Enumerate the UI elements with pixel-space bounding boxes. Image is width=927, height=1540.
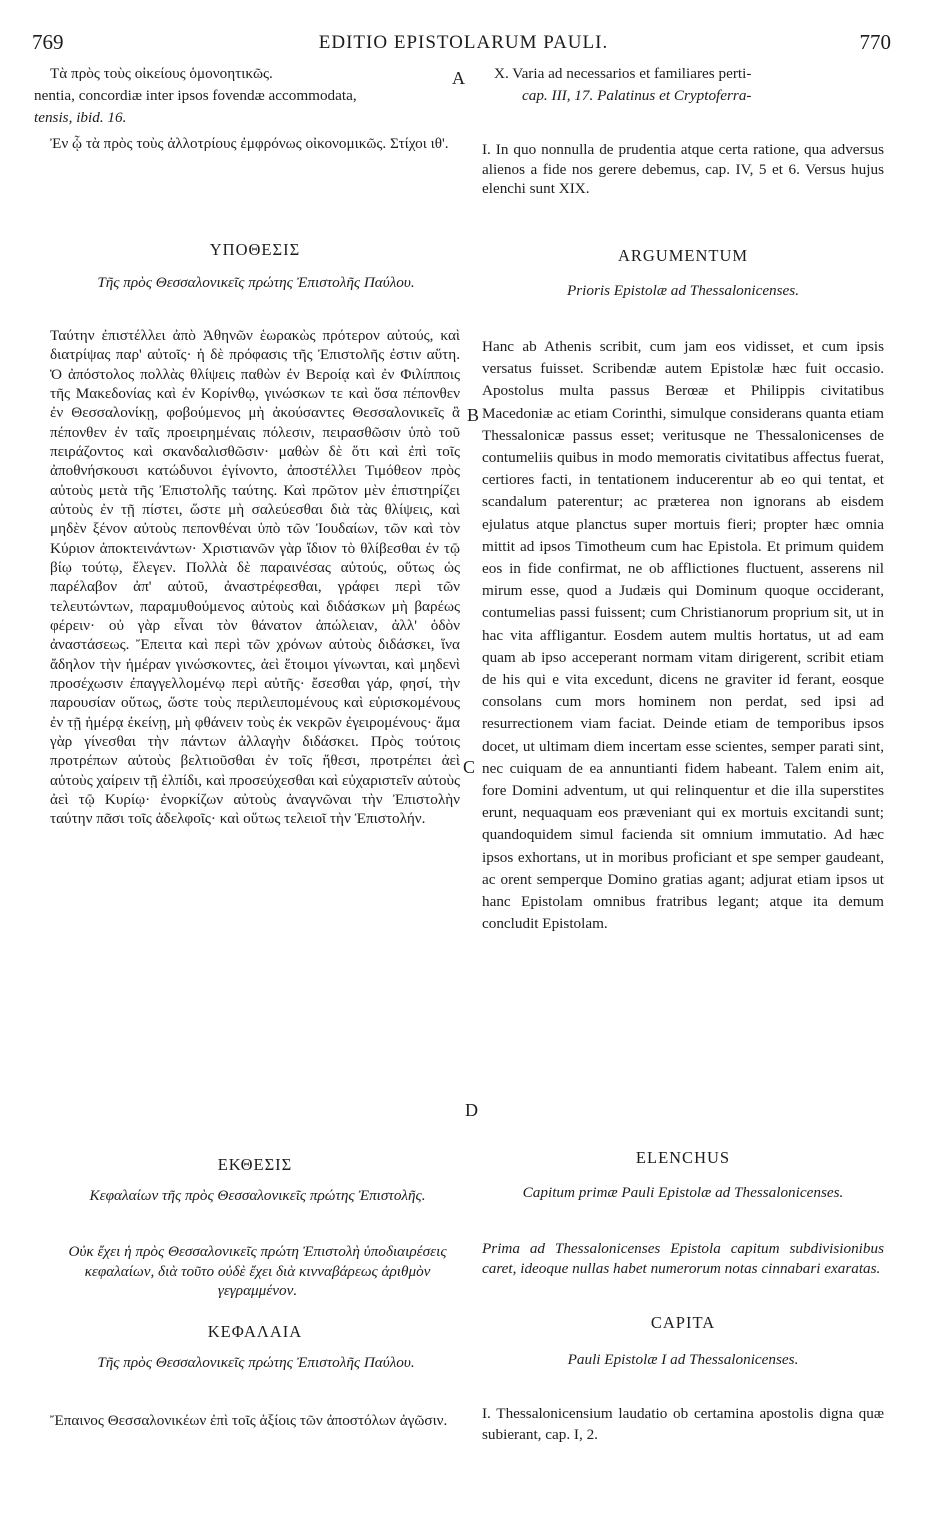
greek-kephalaia-subtitle: Τῆς πρὸς Θεσσαλονικεῖς πρώτης Ἐπιστολῆς Παύλου. — [97, 1354, 415, 1371]
greek-item-1: Τὰ πρὸς τοὺς οἰκείους ὁμονοητικῶς. — [50, 65, 273, 82]
latin-elenchus-heading: ELENCHUS — [635, 1148, 731, 1167]
greek-hypothesis-heading: ΥΠΟΘΕΣΙΣ — [209, 240, 301, 259]
running-header — [30, 30, 897, 56]
latin-argumentum-subtitle: Prioris Epistolæ ad Thessalonicenses. — [566, 282, 800, 299]
latin-capita-subtitle: Pauli Epistolæ I ad Thessalonicenses. — [567, 1351, 799, 1368]
greek-ekthesis-subtitle: Κεφαλαίων τῆς πρὸς Θεσσαλονικεῖς πρώτης Ἐπιστολῆς. — [89, 1187, 426, 1204]
latin-section-x: X. Varia ad necessarios et familiares perti- — [494, 65, 752, 82]
latin-argumentum-text: Hanc ab Athenis scribit, cum jam eos vidisset, et cum ipsis versatus fuisset. Scribendæ autem Epistolæ hæc fuit occasio. Apostolus multa passus Berœæ et Philippis civitatibus Macedoniæ ac etiam Corinthi, simulque considerans quanta etiam Thessalonicæ passus esset; veritusque ne Thessalonicenses de contumeliis quibus in modo memoratis civitatibus affectus fuerat, certiores facti, in tentationem inducerentur ab eo qui tentat, et scandalum paterentur; ac præterea non ignorans ab eisdem ejulatus atque planctus super mortuis fieri; propter hæc omnia mittit ad ipsos Timotheum cum hac Epistola. Et primum quidem eos in fide confirmat, ne ob afflictiones fluctuent, asserens nil mirum esse, quod a Judæis qui Dominum quoque occiderant, contumelias passi fuissent; cum Christianorum proprium sit, ut in hac vita affligantur. Eosdem autem multis hortatus, ut ad eam quam ab ipso acceperant normam vitam dirigerent, scribit etiam de his qui e vita excedunt, dicens ne graviter id ferant, eosque consolans cum mors hominem non perdat, sed ipsi ad resurrectionem viam faciat. Deinde etiam de temporibus ipsos docet, ut ultimam diem incertam esse scientes, semper parati sint, nec cuiquam de ea annuntianti fidem habeant. Talem enim ait, fore Domini adventum, ut qui relinquentur et die illa superstites erunt, nequaquam eos præveniant qui ex mortuis excitandi sunt; quandoquidem simul facienda sit omnium immutatio. Ad hæc ipsos exhortans, ut in moribus proficiant et spe semper gaudeant, ac orent semperque Domino gratias agant; adjurat etiam ipsos ut hanc Epistolam omnibus fratribus legant; atque ita demum concludit Epistolam. — [482, 338, 884, 933]
greek-ekthesis-heading: ΕΚΘΕΣΙΣ — [217, 1155, 293, 1174]
greek-hypothesis-text: Ταύτην ἐπιστέλλει ἀπὸ Ἀθηνῶν ἑωρακὼς πρότερον αὐτούς, καὶ διατρίψας παρ' αὐτοῖς· ἡ δὲ πρόφασις τῆς Ἐπιστολῆς ἐστιν αὕτη. Ὁ ἀπόστολος πολλὰς θλίψεις παθὼν ἐν Βεροίᾳ καὶ ἐν Φιλίπποις τῆς Μακεδονίας καὶ ἐν Κορίνθῳ, γινώσκων τε καὶ ὅσα πέπονθεν ἐν Θεσσαλονίκῃ, φοβούμενος μὴ ἀκούσαντες Θεσσαλονικεῖς ἃ πέπονθεν ἐν ταῖς προειρημέναις πόλεσιν, πειρασθῶσιν ὑπὸ τοῦ πειράζοντος καὶ σκανδαλισθῶσιν· μαθὼν δὲ ὅτι καὶ ἐπὶ τοῖς ἀποθνήσκουσι κατώδυνοι ἐγίνοντο, ἀποστέλλει Τιμόθεον πρὸς αὐτοὺς μετὰ τῆς Ἐπιστολῆς ταύτης. Καὶ πρῶτον μὲν ἐπιστηρίζει αὐτοὺς ἐν τῇ πίστει, ὥστε μὴ σαλεύεσθαι διὰ τὰς θλίψεις, καὶ μηδὲν ξένον αὐτοὺς πεπονθέναι ὑπὸ τῶν Ἰουδαίων, τῶν καὶ τὸν Κύριον ἀποκτεινάντων· Χριστιανῶν γὰρ ἴδιον τὸ θλίβεσθαι ἐν τῷ βίῳ τούτῳ, ἔλεγεν. Πολλὰ δὲ παραινέσας αὐτούς, οὕτως ὡς παρέλαβον ἀπ' αὐτοῦ, ἀναστρέφεσθαι, γράφει περὶ τῶν τελευτώντων, παραμυθούμενος αὐτοὺς καὶ διδάσκων μὴ βαρέως φέρειν· οὐ γὰρ εἶναι τὸν θάνατον ἀπώλειαν, ἀλλ' ὁδὸν ἀναστάσεως. Ἔπειτα καὶ περὶ τῶν χρόνων αὐτοὺς διδάσκει, ἵνα ἄδηλον τὴν ἡμέραν γινώσκοντες, ἀεὶ ἕτοιμοι γίνωνται, καὶ μηδενὶ προσέχωσιν ἐπαγγελλομένῳ περὶ αὐτῆς· ἔσεσθαι γάρ, φησί, τὴν παρουσίαν οὕτως, ὥστε τοὺς περιλειπομένους καὶ εὑρισκομένους ἐν τῇ ἡμέρᾳ ἐκείνῃ, μὴ φθάνειν τοὺς ἐκ νεκρῶν ἐγειρομένους· ἅμα γὰρ γίνεσθαι τὴν πάντων ἀλλαγὴν διδάσκει. Πρὸς τούτοις προτρέπων αὐτοὺς βελτιοῦσθαι ἐν τοῖς ἤθεσι, προτρέπει ἀεὶ αὐτοὺς χαίρειν τῇ ἐλπίδι, καὶ προσεύχεσθαι καὶ εὐχαριστεῖν αὐτοὺς ἀεὶ τῷ Κυρίῳ· ἐνορκίζων αὐτοὺς ἀναγνῶναι τὴν Ἐπιστολὴν ταύτην πᾶσι τοῖς ἀδελφοῖς· καὶ οὕτως τελειοῖ τὴν Ἐπιστολήν. — [50, 327, 460, 828]
latin-capita-heading: CAPITA — [650, 1313, 716, 1332]
spanning-line-tail: cap. III, 17. Palatinus et Cryptoferra- — [522, 87, 752, 104]
running-title: EDITIO EPISTOLARUM PAULI. — [318, 32, 609, 53]
spanning-line: nentia, concordiæ inter ipsos fovendæ accommodata, — [34, 87, 357, 104]
latin-capita-item-1: I. Thessalonicensium laudatio ob certamina apostolis digna quæ subierant, cap. I, 2. — [482, 1405, 884, 1443]
greek-kephalaia-heading: ΚΕΦΑΛΑΙΑ — [207, 1322, 303, 1341]
greek-hypothesis-subtitle: Τῆς πρὸς Θεσσαλονικεῖς πρώτης Ἐπιστολῆς Παύλου. — [97, 274, 415, 291]
latin-continuation: tensis, ibid. 16. — [34, 109, 127, 126]
margin-letter-d: D — [465, 1100, 478, 1120]
latin-item-1: I. In quo nonnulla de prudentia atque certa ratione, qua adversus alienos a fide nos gerere debemus, cap. IV, 5 et 6. Versus hujus elenchi sunt XIX. — [482, 141, 884, 198]
greek-kephalaia-item-1: Ἔπαινος Θεσσαλονικέων ἐπὶ τοῖς ἀξίοις τῶν ἀποστόλων ἀγῶσιν. — [50, 1412, 448, 1429]
latin-elenchus-note: Prima ad Thessalonicenses Epistola capitum subdivisionibus caret, ideoque nullas habet numerorum notas cinnabari exaratas. — [482, 1240, 884, 1277]
margin-letter-b: B — [467, 405, 480, 425]
page-number-left: 769 — [32, 30, 64, 54]
greek-ekthesis-note: Οὐκ ἔχει ἡ πρὸς Θεσσαλονικεῖς πρώτη Ἐπιστολὴ ὑποδιαιρέσεις κεφαλαίων, διὰ τοῦτο οὐδὲ ἔχει διὰ κινναβάρεως ἀριθμὸν γεγραμμένον. — [68, 1243, 447, 1300]
latin-argumentum-heading: ARGUMENTUM — [617, 246, 749, 265]
margin-letter-c: C — [463, 757, 476, 777]
greek-item-2: Ἐν ᾧ τὰ πρὸς τοὺς ἀλλοτρίους ἐμφρόνως οἰκονομικῶς. Στίχοι ιθ'. — [50, 135, 449, 152]
latin-elenchus-subtitle: Capitum primæ Pauli Epistolæ ad Thessalonicenses. — [522, 1184, 844, 1201]
page-number-right: 770 — [859, 30, 891, 54]
margin-letter-a: A — [452, 68, 465, 88]
